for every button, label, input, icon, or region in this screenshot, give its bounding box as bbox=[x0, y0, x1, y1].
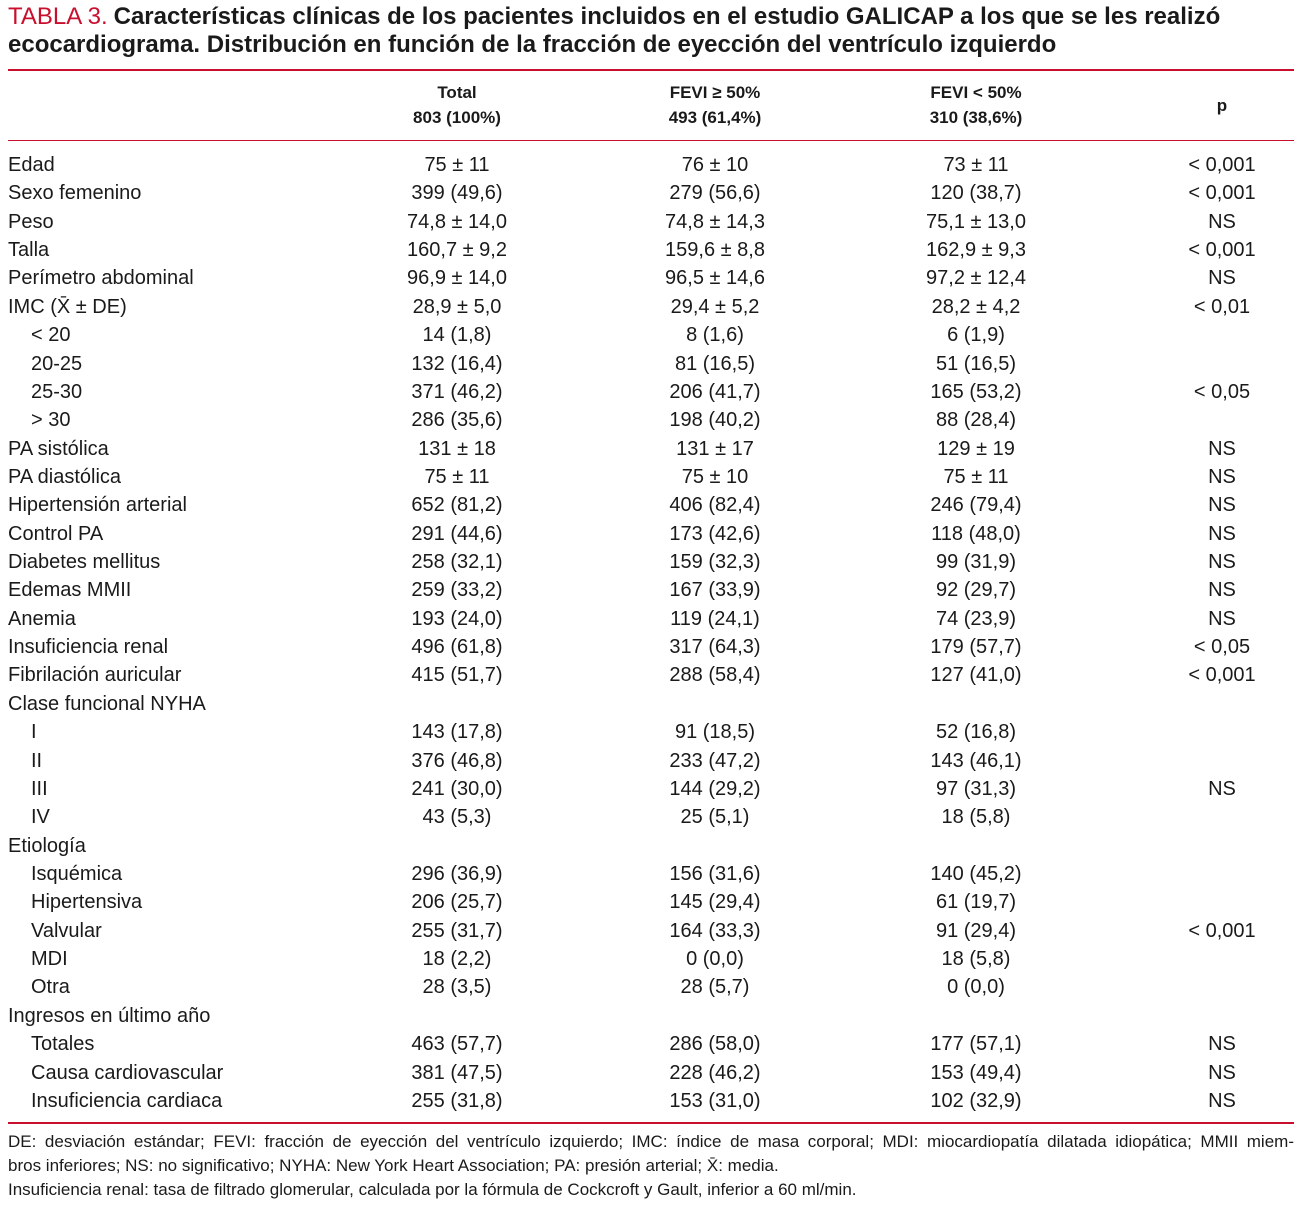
row-label: Causa cardiovascular bbox=[31, 1061, 224, 1084]
table-row bbox=[0, 832, 1302, 860]
cell-fevi-lt-50: 28,2 ± 4,2 bbox=[931, 295, 1021, 318]
cell-total: 291 (44,6) bbox=[411, 522, 503, 545]
row-label: < 20 bbox=[31, 324, 71, 347]
row-label: Fibrilación auricular bbox=[8, 664, 182, 687]
cell-fevi-lt-50: 73 ± 11 bbox=[943, 154, 1009, 176]
cell-fevi-lt-50: 143 (46,1) bbox=[930, 749, 1022, 772]
header-rule bbox=[8, 140, 1294, 141]
cell-fevi-ge-50: 74,8 ± 14,3 bbox=[665, 210, 765, 233]
table-row bbox=[0, 661, 1302, 689]
row-label: III bbox=[31, 777, 48, 800]
cell-total: 18 (2,2) bbox=[422, 948, 492, 971]
cell-p-value: NS bbox=[1208, 494, 1236, 517]
cell-fevi-ge-50: 288 (58,4) bbox=[669, 664, 761, 687]
row-label: Insuficiencia cardiaca bbox=[31, 1089, 223, 1112]
row-label: Sexo femenino bbox=[8, 182, 142, 205]
cell-fevi-ge-50: 286 (58,0) bbox=[669, 1033, 761, 1056]
table-row bbox=[0, 548, 1302, 576]
header-fevi-ge-50-count: 493 (61,4%) bbox=[668, 108, 762, 127]
row-label: Insuficiencia renal bbox=[8, 636, 169, 659]
cell-fevi-ge-50: 131 ± 17 bbox=[676, 437, 754, 460]
header-p-value bbox=[1152, 80, 1292, 130]
table-header bbox=[0, 80, 1302, 130]
cell-total: 259 (33,2) bbox=[411, 579, 503, 602]
cell-fevi-ge-50: 29,4 ± 5,2 bbox=[670, 295, 760, 318]
cell-fevi-lt-50: 118 (48,0) bbox=[931, 522, 1021, 545]
header-fevi-lt-50 bbox=[876, 80, 1076, 130]
cell-fevi-ge-50: 167 (33,9) bbox=[669, 579, 761, 602]
cell-p-value: < 0,01 bbox=[1193, 295, 1251, 318]
cell-fevi-lt-50: 52 (16,8) bbox=[935, 721, 1017, 744]
cell-p-value: < 0,05 bbox=[1193, 380, 1251, 403]
row-label: Valvular bbox=[31, 919, 102, 942]
table-subrow bbox=[0, 803, 1302, 831]
table-subrow bbox=[0, 888, 1302, 916]
table-row bbox=[0, 520, 1302, 548]
table-row bbox=[0, 151, 1302, 179]
row-label: Totales bbox=[31, 1033, 95, 1056]
row-label: Etiología bbox=[8, 834, 86, 857]
cell-fevi-ge-50: 164 (33,3) bbox=[669, 919, 761, 942]
table-row bbox=[0, 491, 1302, 519]
cell-p-value: NS bbox=[1208, 777, 1236, 800]
table-subrow bbox=[0, 945, 1302, 973]
row-label: Anemia bbox=[8, 607, 76, 630]
row-label: Perímetro abdominal bbox=[8, 267, 194, 290]
row-label: Isquémica bbox=[31, 862, 123, 885]
cell-fevi-lt-50: 97 (31,3) bbox=[935, 777, 1017, 800]
table-row bbox=[0, 293, 1302, 321]
table-row bbox=[0, 1002, 1302, 1030]
row-label: 20-25 bbox=[31, 352, 83, 375]
table-subrow bbox=[0, 747, 1302, 775]
row-label: Hipertensión arterial bbox=[8, 494, 187, 517]
cell-fevi-lt-50: 97,2 ± 12,4 bbox=[926, 267, 1026, 290]
row-label: Hipertensiva bbox=[31, 891, 143, 914]
table-subrow bbox=[0, 1059, 1302, 1087]
cell-p-value: NS bbox=[1208, 1033, 1236, 1056]
cell-p-value: NS bbox=[1208, 1061, 1236, 1084]
cell-fevi-lt-50: 74 (23,9) bbox=[935, 607, 1017, 630]
row-label: Edad bbox=[8, 154, 55, 176]
row-label: Talla bbox=[8, 239, 50, 262]
cell-fevi-lt-50: 165 (53,2) bbox=[930, 380, 1022, 403]
cell-fevi-lt-50: 51 (16,5) bbox=[935, 352, 1017, 375]
cell-fevi-lt-50: 162,9 ± 9,3 bbox=[926, 239, 1026, 262]
table-row bbox=[0, 463, 1302, 491]
cell-fevi-lt-50: 129 ± 19 bbox=[937, 437, 1015, 460]
cell-fevi-ge-50: 198 (40,2) bbox=[669, 409, 761, 432]
row-label: Otra bbox=[31, 976, 70, 999]
cell-p-value: < 0,001 bbox=[1188, 919, 1256, 942]
cell-p-value: NS bbox=[1208, 522, 1236, 545]
table-row bbox=[0, 690, 1302, 718]
row-label: I bbox=[31, 721, 37, 744]
cell-total: 74,8 ± 14,0 bbox=[407, 210, 507, 233]
header-total bbox=[367, 80, 547, 130]
cell-total: 371 (46,2) bbox=[411, 380, 503, 403]
bottom-rule bbox=[8, 1122, 1294, 1124]
cell-total: 14 (1,8) bbox=[422, 324, 492, 347]
cell-total: 258 (32,1) bbox=[411, 551, 503, 574]
cell-fevi-lt-50: 99 (31,9) bbox=[935, 551, 1017, 574]
cell-fevi-lt-50: 61 (19,7) bbox=[935, 891, 1017, 914]
footnote-line: Insuficiencia renal: tasa de filtrado glomerular, calculada por la fórmula de Cockcroft y Gault, inferior a 60 ml/min. bbox=[8, 1180, 857, 1199]
cell-fevi-ge-50: 233 (47,2) bbox=[669, 749, 761, 772]
cell-total: 75 ± 11 bbox=[424, 154, 490, 176]
header-fevi-ge-50-name: FEVI ≥ 50% bbox=[669, 83, 761, 102]
table-subrow bbox=[0, 406, 1302, 434]
table-subrow bbox=[0, 378, 1302, 406]
row-label: Control PA bbox=[8, 522, 104, 545]
table-row bbox=[0, 605, 1302, 633]
table-subrow bbox=[0, 917, 1302, 945]
cell-total: 96,9 ± 14,0 bbox=[407, 267, 507, 290]
cell-total: 496 (61,8) bbox=[411, 636, 503, 659]
cell-fevi-ge-50: 76 ± 10 bbox=[681, 154, 749, 176]
table-row bbox=[0, 236, 1302, 264]
row-label: Clase funcional NYHA bbox=[8, 692, 206, 715]
cell-fevi-lt-50: 75 ± 11 bbox=[943, 465, 1009, 488]
cell-total: 241 (30,0) bbox=[411, 777, 503, 800]
cell-fevi-ge-50: 206 (41,7) bbox=[669, 380, 761, 403]
cell-fevi-lt-50: 6 (1,9) bbox=[947, 324, 1005, 347]
cell-p-value: NS bbox=[1208, 607, 1236, 630]
table-number: TABLA 3. bbox=[8, 3, 108, 30]
table-subrow bbox=[0, 860, 1302, 888]
cell-fevi-ge-50: 25 (5,1) bbox=[680, 806, 750, 829]
cell-fevi-ge-50: 406 (82,4) bbox=[669, 494, 761, 517]
cell-total: 28 (3,5) bbox=[422, 976, 492, 999]
cell-fevi-ge-50: 91 (18,5) bbox=[674, 721, 756, 744]
table-subrow bbox=[0, 1030, 1302, 1058]
cell-p-value: NS bbox=[1208, 465, 1236, 488]
header-p-value-name: p bbox=[1216, 95, 1228, 115]
cell-fevi-lt-50: 177 (57,1) bbox=[930, 1033, 1022, 1056]
cell-fevi-ge-50: 153 (31,0) bbox=[669, 1089, 761, 1112]
cell-total: 160,7 ± 9,2 bbox=[407, 239, 507, 262]
cell-fevi-lt-50: 179 (57,7) bbox=[930, 636, 1022, 659]
cell-fevi-ge-50: 159,6 ± 8,8 bbox=[665, 239, 765, 262]
row-label: Peso bbox=[8, 210, 54, 233]
header-total-name: Total bbox=[437, 83, 477, 102]
cell-p-value: < 0,001 bbox=[1188, 154, 1256, 176]
cell-fevi-ge-50: 119 (24,1) bbox=[670, 607, 760, 630]
cell-fevi-lt-50: 127 (41,0) bbox=[930, 664, 1022, 687]
table-row bbox=[0, 633, 1302, 661]
cell-fevi-lt-50: 92 (29,7) bbox=[935, 579, 1017, 602]
cell-total: 75 ± 11 bbox=[424, 465, 490, 488]
row-label: PA diastólica bbox=[8, 465, 122, 488]
cell-p-value: < 0,001 bbox=[1188, 239, 1256, 262]
cell-fevi-ge-50: 28 (5,7) bbox=[680, 976, 750, 999]
footnote-line: DE: desviación estándar; FEVI: fracción de eyección del ventrículo izquierdo; IMC: índice de masa corporal; MDI: miocardiopatía dilatada idiopática; MMII miem- bbox=[8, 1132, 1294, 1151]
cell-fevi-ge-50: 279 (56,6) bbox=[669, 182, 761, 205]
table-subrow bbox=[0, 775, 1302, 803]
cell-fevi-ge-50: 96,5 ± 14,6 bbox=[665, 267, 765, 290]
row-label: MDI bbox=[31, 948, 68, 971]
cell-total: 376 (46,8) bbox=[411, 749, 503, 772]
cell-total: 415 (51,7) bbox=[411, 664, 503, 687]
cell-total: 381 (47,5) bbox=[411, 1061, 503, 1084]
row-label: II bbox=[31, 749, 43, 772]
cell-fevi-lt-50: 88 (28,4) bbox=[935, 409, 1017, 432]
cell-p-value: NS bbox=[1208, 1089, 1236, 1112]
cell-fevi-lt-50: 75,1 ± 13,0 bbox=[926, 210, 1026, 233]
table-row bbox=[0, 208, 1302, 236]
top-rule bbox=[8, 69, 1294, 71]
cell-p-value: NS bbox=[1208, 437, 1236, 460]
cell-fevi-ge-50: 317 (64,3) bbox=[669, 636, 761, 659]
cell-p-value: < 0,05 bbox=[1193, 636, 1251, 659]
cell-total: 399 (49,6) bbox=[411, 182, 503, 205]
table-row bbox=[0, 264, 1302, 292]
cell-fevi-ge-50: 159 (32,3) bbox=[669, 551, 761, 574]
cell-total: 463 (57,7) bbox=[411, 1033, 503, 1056]
row-label: > 30 bbox=[31, 409, 71, 432]
table-body bbox=[0, 151, 1302, 1115]
cell-p-value: NS bbox=[1208, 267, 1236, 290]
cell-p-value: NS bbox=[1208, 551, 1236, 574]
table-subrow bbox=[0, 718, 1302, 746]
cell-p-value: < 0,001 bbox=[1188, 182, 1256, 205]
row-label: Diabetes mellitus bbox=[8, 551, 161, 574]
cell-total: 143 (17,8) bbox=[411, 721, 503, 744]
cell-fevi-lt-50: 102 (32,9) bbox=[930, 1089, 1022, 1112]
cell-total: 206 (25,7) bbox=[411, 891, 503, 914]
cell-fevi-lt-50: 18 (5,8) bbox=[941, 806, 1011, 829]
cell-p-value: NS bbox=[1208, 579, 1236, 602]
cell-total: 43 (5,3) bbox=[422, 806, 492, 829]
table-subrow bbox=[0, 973, 1302, 1001]
cell-fevi-ge-50: 75 ± 10 bbox=[681, 465, 749, 488]
header-fevi-ge-50 bbox=[615, 80, 815, 130]
cell-fevi-ge-50: 228 (46,2) bbox=[669, 1061, 761, 1084]
cell-total: 28,9 ± 5,0 bbox=[412, 295, 502, 318]
row-label: IMC (X̄ ± DE) bbox=[8, 295, 127, 318]
cell-fevi-lt-50: 153 (49,4) bbox=[930, 1061, 1022, 1084]
table-row bbox=[0, 576, 1302, 604]
cell-total: 131 ± 18 bbox=[418, 437, 496, 460]
cell-fevi-lt-50: 0 (0,0) bbox=[947, 976, 1005, 999]
row-label: Edemas MMII bbox=[8, 579, 132, 602]
table-footnotes bbox=[8, 1130, 1294, 1202]
row-label: Ingresos en último año bbox=[8, 1004, 211, 1027]
cell-fevi-lt-50: 246 (79,4) bbox=[930, 494, 1022, 517]
cell-fevi-lt-50: 18 (5,8) bbox=[941, 948, 1011, 971]
cell-p-value: < 0,001 bbox=[1188, 664, 1256, 687]
cell-total: 132 (16,4) bbox=[411, 352, 503, 375]
cell-total: 193 (24,0) bbox=[411, 607, 503, 630]
table-subrow bbox=[0, 321, 1302, 349]
cell-fevi-lt-50: 120 (38,7) bbox=[930, 182, 1022, 205]
cell-fevi-ge-50: 156 (31,6) bbox=[669, 862, 761, 885]
table-row bbox=[0, 179, 1302, 207]
header-total-count: 803 (100%) bbox=[413, 108, 501, 127]
cell-total: 652 (81,2) bbox=[411, 494, 503, 517]
table-row bbox=[0, 435, 1302, 463]
row-label: IV bbox=[31, 806, 50, 829]
cell-total: 255 (31,7) bbox=[411, 919, 503, 942]
cell-total: 255 (31,8) bbox=[411, 1089, 503, 1112]
cell-fevi-ge-50: 0 (0,0) bbox=[686, 948, 744, 971]
table-caption bbox=[8, 3, 1294, 59]
cell-fevi-ge-50: 81 (16,5) bbox=[674, 352, 756, 375]
cell-total: 286 (35,6) bbox=[411, 409, 503, 432]
cell-fevi-ge-50: 8 (1,6) bbox=[686, 324, 744, 347]
cell-fevi-ge-50: 145 (29,4) bbox=[669, 891, 761, 914]
row-label: 25-30 bbox=[31, 380, 83, 403]
table-title: Características clínicas de los pacientes incluidos en el estudio GALICAP a los que se les realizó ecocardiograma. Distribución en función de la fracción de eyección del ventrículo izquierdo bbox=[8, 3, 1221, 58]
cell-p-value: NS bbox=[1208, 210, 1236, 233]
cell-fevi-lt-50: 140 (45,2) bbox=[930, 862, 1022, 885]
cell-total: 296 (36,9) bbox=[411, 862, 503, 885]
footnote-line: bros inferiores; NS: no significativo; NYHA: New York Heart Association; PA: presión arterial; X̄: media. bbox=[8, 1156, 779, 1175]
row-label: PA sistólica bbox=[8, 437, 109, 460]
cell-fevi-ge-50: 144 (29,2) bbox=[669, 777, 761, 800]
header-fevi-lt-50-count: 310 (38,6%) bbox=[929, 108, 1023, 127]
cell-fevi-ge-50: 173 (42,6) bbox=[669, 522, 761, 545]
table-subrow bbox=[0, 1087, 1302, 1115]
table-subrow bbox=[0, 350, 1302, 378]
header-fevi-lt-50-name: FEVI < 50% bbox=[930, 83, 1022, 102]
cell-fevi-lt-50: 91 (29,4) bbox=[935, 919, 1017, 942]
